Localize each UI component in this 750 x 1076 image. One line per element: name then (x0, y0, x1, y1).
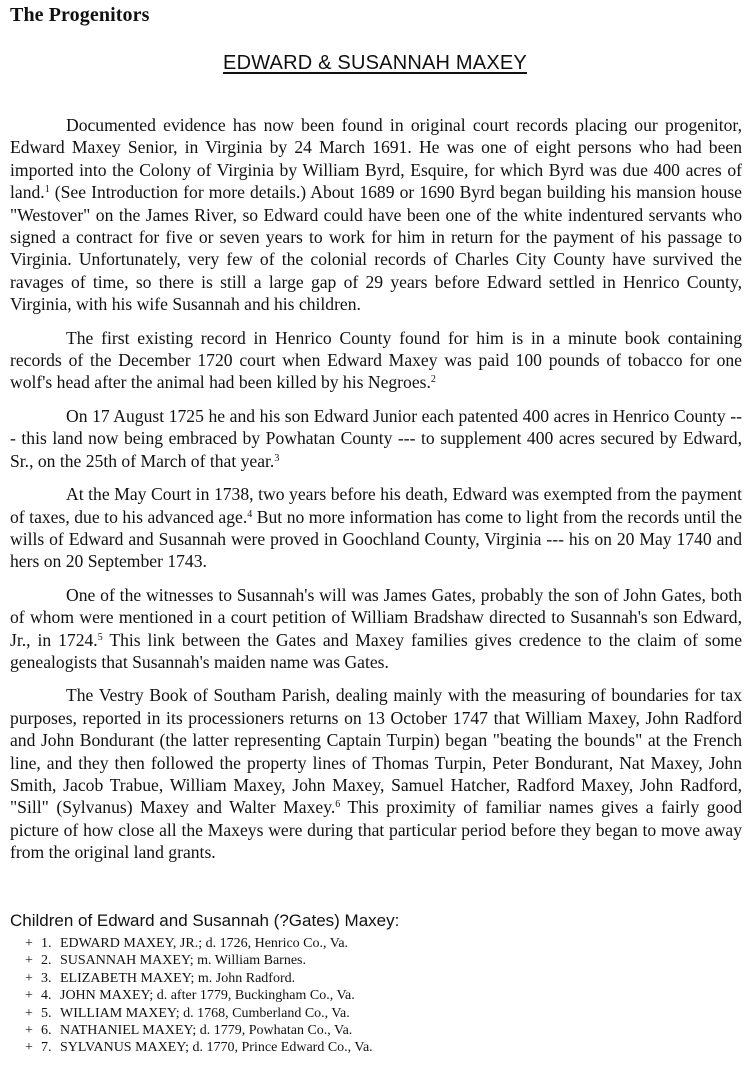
list-item (10, 1039, 742, 1056)
list-item (10, 970, 742, 987)
children-section (10, 909, 742, 1057)
list-item (10, 1022, 742, 1039)
plus-marker: + (25, 1040, 33, 1056)
item-number: 3. (41, 970, 52, 986)
children-list (10, 935, 742, 1057)
list-item (10, 987, 742, 1004)
list-item (10, 1005, 742, 1022)
list-item (10, 935, 742, 952)
item-number: 5. (41, 1005, 52, 1021)
plus-marker: + (25, 1005, 33, 1021)
item-text: SUSANNAH MAXEY; m. William Barnes. (60, 953, 306, 969)
footnote-marker: 3 (274, 452, 280, 464)
body-text (10, 114, 742, 875)
plus-marker: + (25, 970, 33, 986)
section-heading: The Progenitors (10, 4, 150, 26)
item-text: SYLVANUS MAXEY; d. 1770, Prince Edward Co., Va. (60, 1040, 373, 1056)
footnote-marker: 4 (247, 508, 253, 520)
plus-marker: + (25, 953, 33, 969)
paragraph: The Vestry Book of Southam Parish, dealing mainly with the measuring of boundaries for tax purposes, reported in its processioners returns on 13 October 1747 that William Maxey, John Radford and John Bondurant (the latter representing Captain Turpin) began "beating the bounds" at the French line, and they then followed the property lines of Thomas Turpin, Peter Bondurant, Nat Maxey, John Smith, Jacob Trabue, William Maxey, John Maxey, Samuel Hatcher, Radford Maxey, John Radford, "Sill" (Sylvanus) Maxey and Walter Maxey.$^6$ This proximity of familiar names gives a fairly good picture of how close all the Maxeys were during that particular period before they began to move away from the original land grants. (10, 685, 742, 863)
item-number: 6. (41, 1023, 52, 1039)
footnote-marker: 1 (44, 184, 50, 196)
item-text: WILLIAM MAXEY; d. 1768, Cumberland Co., Va. (60, 1005, 350, 1021)
item-text: JOHN MAXEY; d. after 1779, Buckingham Co., Va. (60, 988, 355, 1004)
item-text: NATHANIEL MAXEY; d. 1779, Powhatan Co., Va. (60, 1023, 353, 1039)
plus-marker: + (25, 988, 33, 1004)
paragraph: On 17 August 1725 he and his son Edward Junior each patented 400 acres in Henrico County --- this land now being embraced by Powhatan County --- to supplement 400 acres secured by Edward, Sr., on the 25th of March of that year.$^3$ (10, 405, 742, 471)
footnote-marker: 5 (97, 631, 103, 643)
item-number: 2. (41, 953, 52, 969)
paragraph: Documented evidence has now been found in original court records placing our progenitor, Edward Maxey Senior, in Virginia by 24 March 1691. He was one of eight persons who had been imported into the Colony of Virginia by William Byrd, Esquire, for which Byrd was due 400 acres of land.$^1$ (See Introduction for more details.) About 1689 or 1690 Byrd began building his mansion house "Westover" on the James River, so Edward could have been one of the white indentured servants who signed a contract for five or seven years to work for him in return for the payment of his passage to Virginia. Unfortunately, very few of the colonial records of Charles City County have survived the ravages of time, so there is still a large gap of 29 years before Edward settled in Henrico County, Virginia, with his wife Susannah and his children. (10, 115, 742, 315)
item-number: 4. (41, 988, 52, 1004)
plus-marker: + (25, 936, 33, 951)
footnote-marker: 6 (335, 799, 341, 811)
paragraph: One of the witnesses to Susannah's will was James Gates, probably the son of John Gates, both of whom were mentioned in a court petition of William Bradshaw directed to Susannah's son Edward, Jr., in 1724.$^5$ This link between the Gates and Maxey families gives credence to the claim of some genealogists that Susannah's maiden name was Gates. (10, 584, 742, 672)
page-title: EDWARD & SUSANNAH MAXEY (223, 52, 527, 74)
paragraph: The first existing record in Henrico County found for him is in a minute book containing records of the December 1720 court when Edward Maxey was paid 100 pounds of tobacco for one wolf's head after the animal had been killed by his Negroes.$^2$ (10, 327, 742, 393)
item-number: 1. (41, 936, 52, 951)
children-heading: Children of Edward and Susannah (?Gates) Maxey: (10, 911, 400, 930)
paragraph: At the May Court in 1738, two years before his death, Edward was exempted from the payment of taxes, due to his advanced age.$^4$ But no more information has come to light from the records until the wills of Edward and Susannah were proved in Goochland County, Virginia --- his on 20 May 1740 and hers on 20 September 1743. (10, 484, 742, 572)
item-number: 7. (41, 1040, 52, 1056)
list-item (10, 952, 742, 969)
item-text: EDWARD MAXEY, JR.; d. 1726, Henrico Co., Va. (60, 936, 349, 951)
footnote-marker: 2 (430, 374, 436, 386)
plus-marker: + (25, 1023, 33, 1039)
item-text: ELIZABETH MAXEY; m. John Radford. (60, 970, 296, 986)
